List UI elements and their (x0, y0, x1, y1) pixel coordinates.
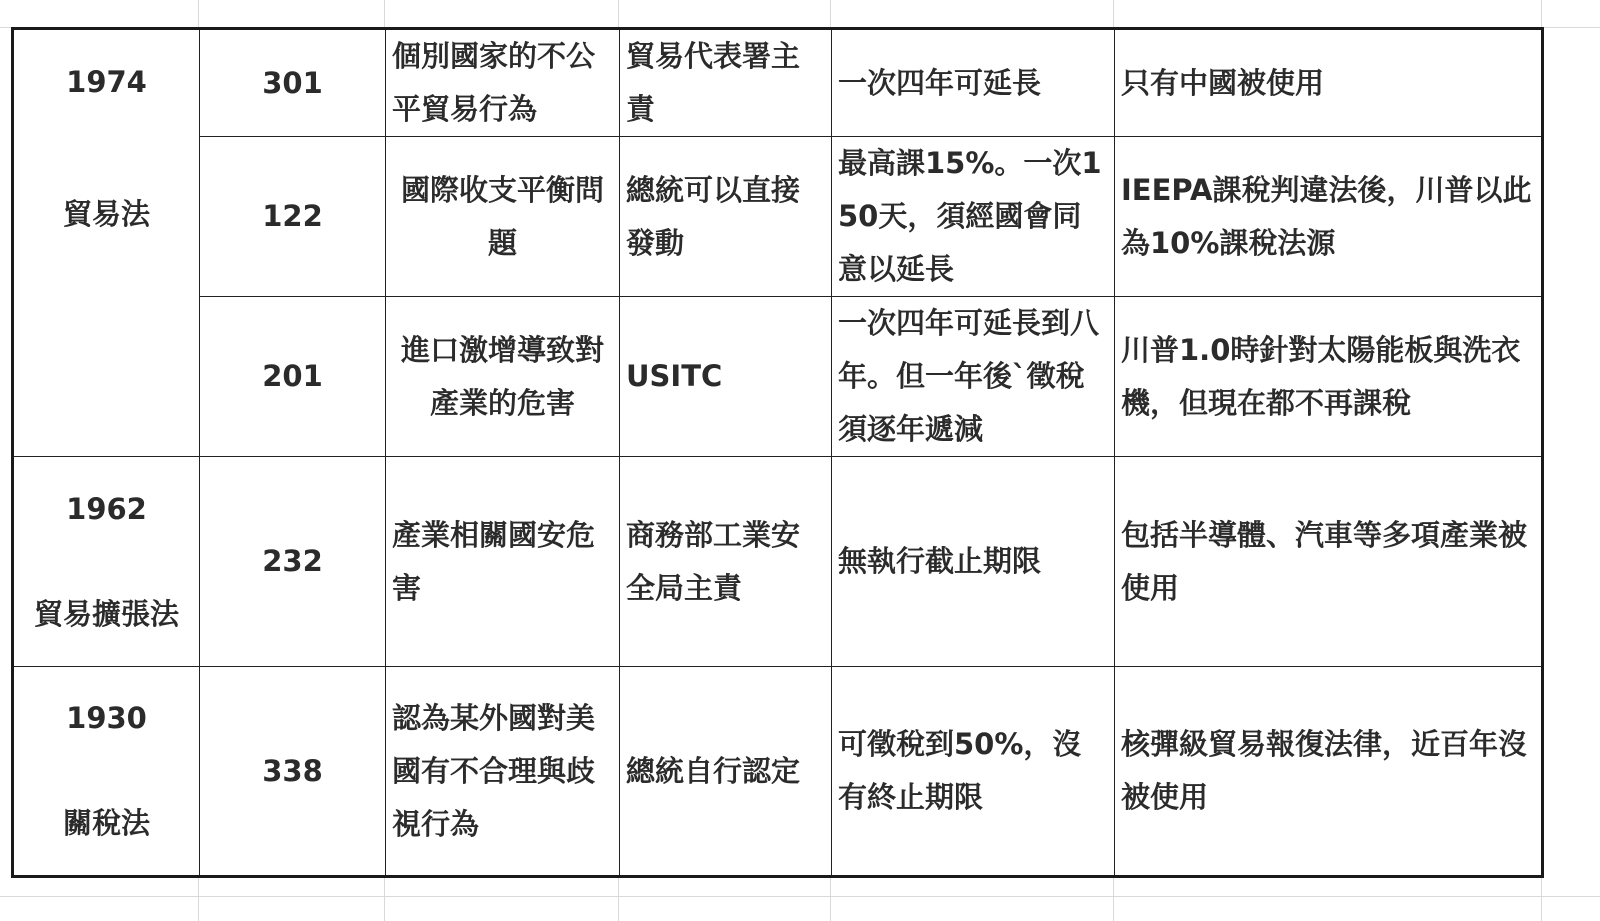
table-row (13, 297, 1543, 457)
purpose-cell[interactable]: 國際收支平衡問題 (386, 137, 620, 297)
purpose-cell[interactable]: 個別國家的不公平貿易行為 (386, 29, 620, 137)
duration-cell[interactable]: 最高課15%。一次150天，須經國會同意以延長 (832, 137, 1115, 297)
authority-cell[interactable]: USITC (620, 297, 832, 457)
table-row (13, 667, 1543, 877)
section-cell[interactable]: 122 (200, 137, 386, 297)
act-cell-1974[interactable] (13, 29, 200, 457)
purpose-cell[interactable]: 產業相關國安危害 (386, 457, 620, 667)
section-cell[interactable]: 201 (200, 297, 386, 457)
act-year: 1930 (66, 701, 147, 735)
authority-cell[interactable]: 商務部工業安全局主責 (620, 457, 832, 667)
note-cell[interactable]: 只有中國被使用 (1115, 29, 1543, 137)
act-year: 1974 (66, 65, 147, 99)
act-cell-1962[interactable] (13, 457, 200, 667)
section-cell[interactable]: 301 (200, 29, 386, 137)
note-cell[interactable]: 川普1.0時針對太陽能板與洗衣機，但現在都不再課稅 (1115, 297, 1543, 457)
authority-cell[interactable]: 總統自行認定 (620, 667, 832, 877)
act-name: 貿易法 (62, 197, 150, 231)
act-name: 貿易擴張法 (33, 596, 179, 631)
table-row (13, 457, 1543, 667)
duration-cell[interactable]: 一次四年可延長 (832, 29, 1115, 137)
table-row (13, 29, 1543, 137)
trade-law-table (11, 27, 1544, 878)
note-cell[interactable]: 核彈級貿易報復法律，近百年沒被使用 (1115, 667, 1543, 877)
note-cell[interactable]: 包括半導體、汽車等多項產業被使用 (1115, 457, 1543, 667)
act-name: 關稅法 (62, 806, 150, 840)
section-cell[interactable]: 232 (200, 457, 386, 667)
duration-cell[interactable]: 可徵稅到50%，沒有終止期限 (832, 667, 1115, 877)
note-cell[interactable]: IEEPA課稅判違法後，川普以此為10%課稅法源 (1115, 137, 1543, 297)
purpose-cell[interactable]: 認為某外國對美國有不合理與歧視行為 (386, 667, 620, 877)
duration-cell[interactable]: 一次四年可延長到八年。但一年後ˋ徵稅須逐年遞減 (832, 297, 1115, 457)
purpose-cell[interactable]: 進口激增導致對產業的危害 (386, 297, 620, 457)
duration-cell[interactable]: 無執行截止期限 (832, 457, 1115, 667)
table-row (13, 137, 1543, 297)
authority-cell[interactable]: 貿易代表署主責 (620, 29, 832, 137)
section-cell[interactable]: 338 (200, 667, 386, 877)
authority-cell[interactable]: 總統可以直接發動 (620, 137, 832, 297)
act-year: 1962 (66, 491, 147, 526)
act-cell-1930[interactable] (13, 667, 200, 877)
